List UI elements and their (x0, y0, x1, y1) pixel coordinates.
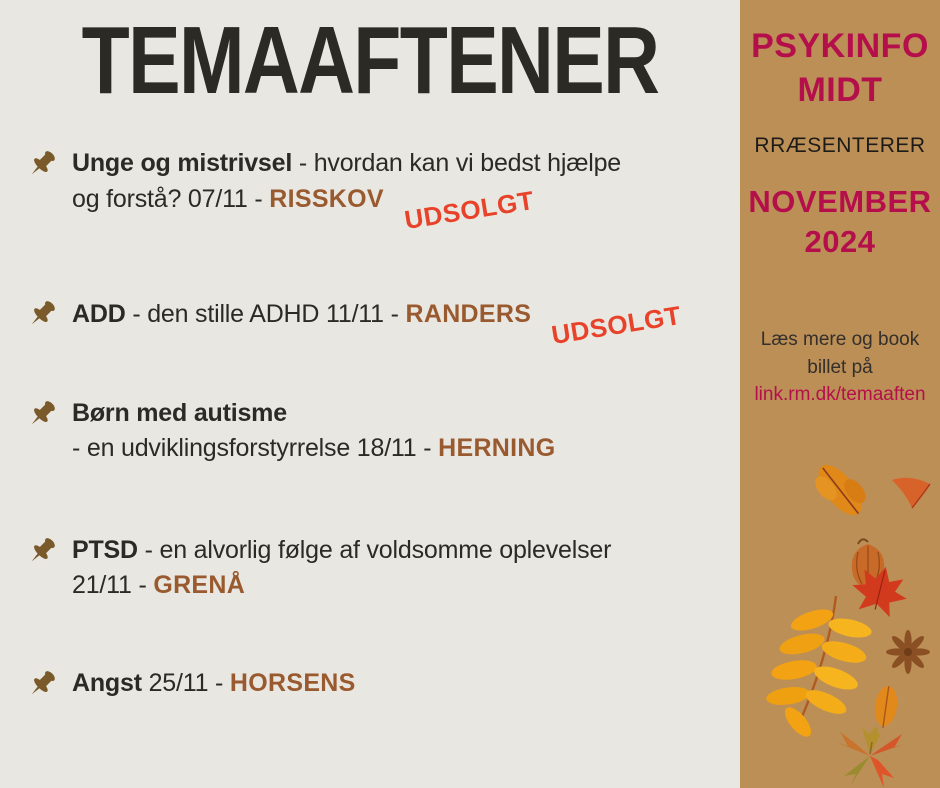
event-date: og forstå? 07/11 - (72, 185, 270, 213)
event-title: Angst (72, 669, 142, 697)
event-description: - den stille ADHD 11/11 - (125, 300, 406, 328)
event-date: 25/11 - (141, 669, 230, 697)
pushpin-icon (26, 146, 60, 185)
pushpin-icon (26, 296, 60, 335)
sidebar (740, 0, 940, 788)
pushpin-icon (26, 533, 60, 572)
event-item-born-med-autisme (26, 396, 556, 466)
event-text (72, 533, 611, 603)
event-location: RISSKOV (269, 185, 384, 213)
event-date: 21/11 - (72, 571, 154, 599)
brand-line1: PSYKINFO (751, 27, 929, 65)
event-text (72, 666, 356, 701)
event-item-unge-og-mistrivsel (26, 146, 621, 236)
event-item-angst (26, 666, 356, 705)
creeper-leaf-icon (836, 726, 904, 788)
presents-label: RRÆSENTERER (754, 134, 926, 157)
month-title (740, 182, 940, 262)
rowan-leaf-icon (765, 596, 873, 741)
event-title: Børn med autisme (72, 399, 287, 427)
autumn-decorations (740, 438, 940, 788)
event-description: - en udviklingsforstyrrelse 18/11 - (72, 434, 439, 462)
star-anise-icon (886, 630, 930, 674)
page-title: TEMAAFTENER (81, 7, 659, 114)
cta-text (740, 326, 940, 382)
month-line2: 2024 (804, 224, 876, 259)
event-location: RANDERS (405, 300, 532, 328)
event-description: - hvordan kan vi bedst hjælpe (292, 149, 621, 177)
pushpin-icon (26, 396, 60, 435)
red-leaf-fragment-icon (892, 478, 930, 508)
event-text (72, 146, 621, 236)
event-location: GRENÅ (153, 571, 246, 599)
month-line1: NOVEMBER (748, 184, 932, 219)
small-leaf-icon (872, 685, 900, 730)
event-location: HORSENS (229, 669, 356, 697)
cta-line2: billet på (807, 357, 873, 378)
cta-line1: Læs mere og book (760, 329, 920, 350)
soldout-stamp: UDSOLGT (402, 184, 536, 236)
event-description: - en alvorlig følge af voldsomme oplevelser (137, 536, 612, 564)
event-item-add (26, 296, 684, 351)
event-location: HERNING (438, 434, 556, 462)
pushpin-icon (26, 666, 60, 705)
oak-leaf-icon (807, 455, 873, 525)
event-title: Unge og mistrivsel (72, 149, 293, 177)
event-text (72, 396, 556, 466)
ticket-link[interactable]: link.rm.dk/temaaften (754, 384, 926, 405)
event-item-ptsd (26, 533, 611, 603)
event-title: PTSD (72, 536, 138, 564)
event-text (72, 296, 684, 351)
event-title: ADD (72, 300, 126, 328)
soldout-stamp: UDSOLGT (549, 299, 684, 351)
brand-line2: MIDT (797, 71, 883, 109)
brand-title (740, 24, 940, 112)
